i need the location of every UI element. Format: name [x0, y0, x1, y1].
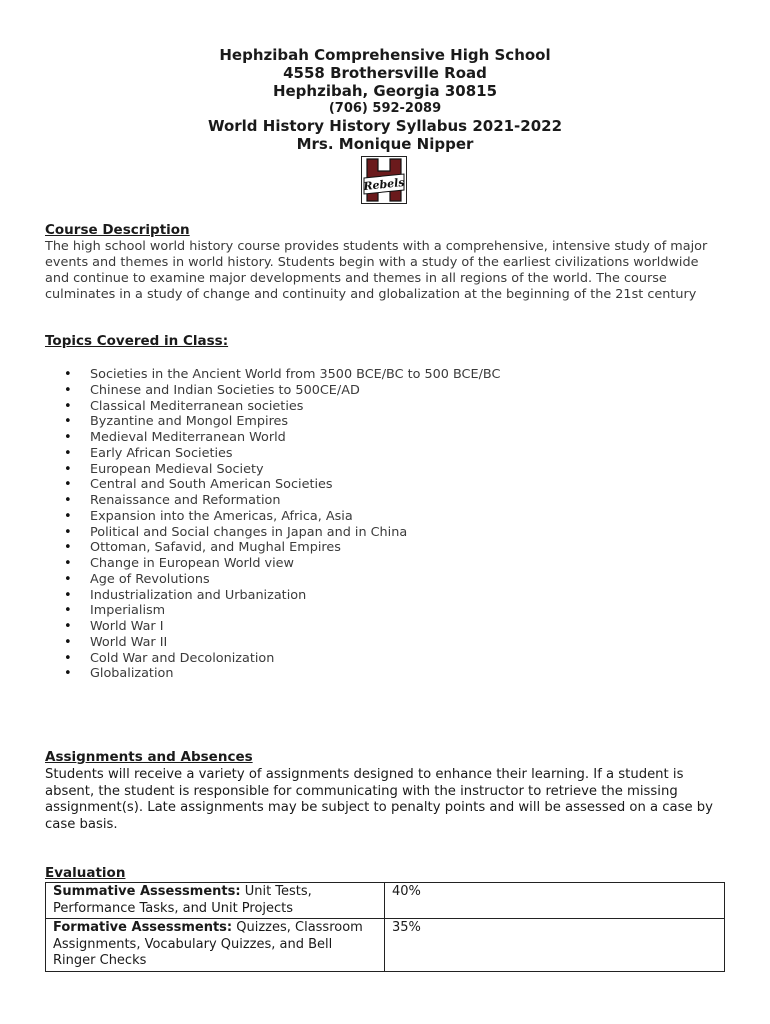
- course-description-body: The high school world history course provides students with a comprehensive, intensive study of major events and themes in world history. Students begin with a study of the earliest civilizations worldwide and continue to examine major developments and themes in all regions of the world. The course culminates in a study of change and continuity and globalization at the beginning of the 21st century: [45, 239, 708, 302]
- topic-list-item: • Industrialization and Urbanization: [62, 588, 500, 604]
- assignments-body: Students will receive a variety of assignments designed to enhance their learning. If a student is absent, the student is responsible for communicating with the instructor to retrieve the missing assignment(s). Late assignments may be subject to penalty points and will be assessed on a case by case basis.: [45, 767, 713, 832]
- topic-list-item: • Imperialism: [62, 603, 500, 619]
- topic-list-item: • World War I: [62, 619, 500, 635]
- topic-list-item: • Medieval Mediterranean World: [62, 430, 500, 446]
- course-title: World History History Syllabus 2021-2022: [207, 117, 563, 135]
- evaluation-category-label: Formative Assessments:: [53, 920, 233, 935]
- evaluation-category-label: Summative Assessments:: [53, 884, 241, 899]
- evaluation-category-desc: Unit Tests, Performance Tasks, and Unit Projects: [53, 884, 316, 916]
- topic-list-item: • Expansion into the Americas, Africa, Asia: [62, 509, 500, 525]
- evaluation-category-desc: Quizzes, Classroom Assignments, Vocabulary Quizzes, and Bell Ringer Checks: [53, 920, 367, 968]
- topic-list-item: • Early African Societies: [62, 446, 500, 462]
- document-header: [0, 46, 770, 153]
- topic-list-item: • Cold War and Decolonization: [62, 651, 500, 667]
- school-phone: (706) 592-2089: [328, 101, 442, 116]
- course-description-title: Course Description: [45, 222, 190, 238]
- school-city: Hephzibah, Georgia 30815: [272, 82, 498, 100]
- topic-list-item: • World War II: [62, 635, 500, 651]
- topic-list-item: • European Medieval Society: [62, 462, 500, 478]
- evaluation-weight-cell: 40%: [385, 883, 725, 919]
- topic-list-item: • Byzantine and Mongol Empires: [62, 414, 500, 430]
- logo-text: Rebels: [362, 175, 406, 194]
- evaluation-row: [46, 883, 725, 919]
- evaluation-table: [45, 882, 725, 972]
- evaluation-category-cell: [46, 919, 385, 972]
- topic-list-item: • Globalization: [62, 666, 500, 682]
- teacher-name: Mrs. Monique Nipper: [296, 135, 474, 153]
- topic-list-item: • Classical Mediterranean societies: [62, 399, 500, 415]
- topic-list-item: • Political and Social changes in Japan and in China: [62, 525, 500, 541]
- topics-list: [62, 367, 500, 682]
- school-street: 4558 Brothersville Road: [283, 64, 487, 82]
- topic-list-item: • Ottoman, Safavid, and Mughal Empires: [62, 540, 500, 556]
- topic-list-item: • Chinese and Indian Societies to 500CE/AD: [62, 383, 500, 399]
- topic-list-item: • Central and South American Societies: [62, 477, 500, 493]
- topic-list-item: • Renaissance and Reformation: [62, 493, 500, 509]
- assignments-title: Assignments and Absences: [45, 749, 253, 765]
- evaluation-title: Evaluation: [45, 865, 126, 881]
- rebels-logo-icon: [361, 156, 407, 204]
- school-name: Hephzibah Comprehensive High School: [219, 46, 551, 64]
- topic-list-item: • Change in European World view: [62, 556, 500, 572]
- evaluation-row: [46, 919, 725, 972]
- evaluation-category-cell: [46, 883, 385, 919]
- topics-title: Topics Covered in Class:: [45, 333, 229, 349]
- topic-list-item: • Societies in the Ancient World from 3500 BCE/BC to 500 BCE/BC: [62, 367, 500, 383]
- topic-list-item: • Age of Revolutions: [62, 572, 500, 588]
- evaluation-weight-cell: 35%: [385, 919, 725, 972]
